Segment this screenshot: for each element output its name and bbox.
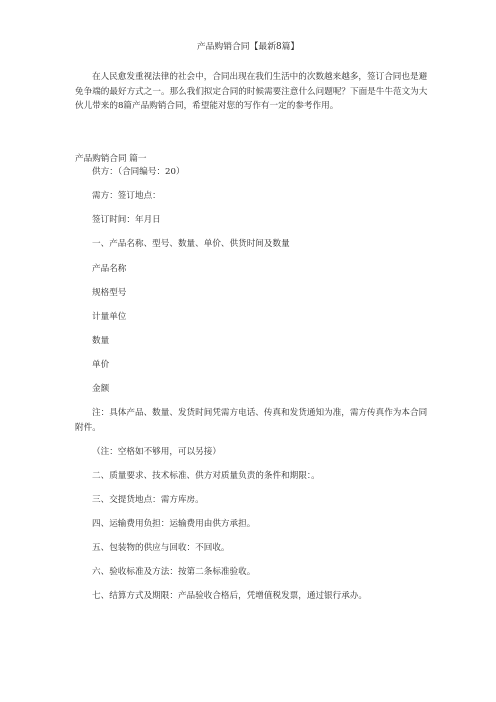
buyer-line: 需方：签订地点：: [92, 191, 161, 201]
clause-7: 七、结算方式及期限：产品验收合格后，凭增值税发票，通过银行承办。: [92, 591, 368, 601]
field-amount: 金额: [92, 384, 110, 394]
clause-6: 六、验收标准及方法：按第二条标准验收。: [92, 567, 256, 577]
sign-time-line: 签订时间：年月日: [92, 215, 161, 225]
document-title: 产品购销合同【最新8篇】: [196, 42, 300, 52]
field-model: 规格型号: [92, 288, 127, 298]
clause-3: 三、交提货地点：需方库房。: [92, 495, 204, 505]
supplier-line: 供方：（合同编号：20）: [92, 167, 185, 177]
field-unit: 计量单位: [92, 312, 127, 322]
field-unit-price: 单价: [92, 360, 110, 370]
space-note: （注：空格如不够用，可以另接）: [92, 447, 221, 457]
section-heading: 产品购销合同 篇一: [75, 154, 147, 164]
field-quantity: 数量: [92, 336, 110, 346]
note-paragraph: 注：具体产品、数量、发货时间凭需方电话、传真和发货通知为准，需方传真作为本合同附件。: [75, 408, 428, 433]
intro-paragraph: 在人民愈发重视法律的社会中，合同出现在我们生活中的次数越来越多，签订合同也是避免争端的最好方式之一。那么我们拟定合同的时候需要注意什么问题呢？下面是牛牛范文为大伙儿带来的8篇产品购销合同，希望能对您的写作有一定的参考作用。: [75, 72, 428, 111]
field-product-name: 产品名称: [92, 264, 127, 274]
clause-5: 五、包装物的供应与回收：不回收。: [92, 543, 230, 553]
clause-1: 一、产品名称、型号、数量、单价、供货时间及数量: [92, 239, 290, 249]
clause-2: 二、质量要求、技术标准、供方对质量负责的条件和期限：。: [92, 471, 320, 481]
clause-4: 四、运输费用负担：运输费用由供方承担。: [92, 519, 256, 529]
